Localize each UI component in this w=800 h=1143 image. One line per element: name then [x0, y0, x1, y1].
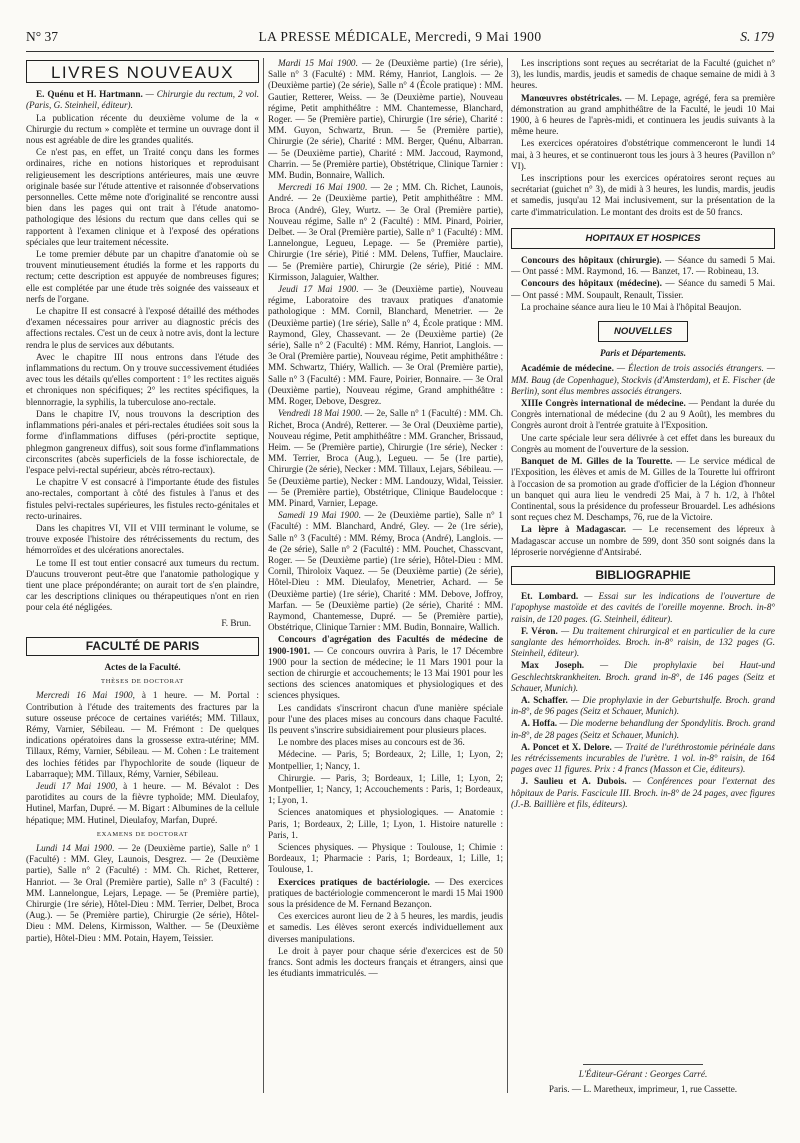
paragraph: Le droit à payer pour chaque série d'exercices est de 50 francs. Sont admis les docteurs français et étrangers, ainsi que les étudiants immatriculés. — — [268, 945, 503, 979]
bibliography-entry: A. Schaffer. — Die prophylaxie in der Geburtshulfe. Broch. grand in-8°, de 96 pages (Seitz et Schauer, Munich). — [511, 694, 775, 717]
news-entry: XIIIe Congrès international de médecine. — Pendant la durée du Congrès international de médecine (du 2 au 9 Août), les membres du Congrès auront droit à l'entrée gratuite à l'Exposition. — [511, 398, 775, 431]
paragraph: Une carte spéciale leur sera délivrée à cet effet dans les bureaux du Congrès au moment de l'ouverture de la session. — [511, 432, 775, 454]
hospital-entry: Concours des hôpitaux (chirurgie). — Séance du samedi 5 Mai. — Ont passé : MM. Raymond, 16. — Banzet, 17. — Robineau, 13. — [511, 255, 775, 277]
bibliography-entry: F. Véron. — Du traitement chirurgical et en particulier de la cure sanglante des hémorrhoïdes. Broch. in-8° raisin, de 132 pages (G. Steinheil, éditeur). — [511, 625, 775, 659]
paragraph: Dans le chapitre IV, nous trouvons la description des inflammations péri-anales et péri-rectales étudiées soit sous la forme d'inflammations diffuses (péri-proctite septique, phlegmon gangreneux diffus), soit sous forme d'inflammations circonscrites (abcès superficiels de la fosse ischiorectale, de l'espace pelvi-rectal supérieur, abcès rétro-rectaux). — [26, 408, 259, 475]
news-entry: La lèpre à Madagascar. — Le recensement des lépreux à Madagascar accuse un nombre de 599, dont 350 sont soignés dans la léproserie norvégienne d'Antsirabé. — [511, 524, 775, 557]
bibliography-entry: J. Saulieu et A. Dubois. — Conférences pour l'externat des hôpitaux de Paris. Fascicule III. Broch. in-8° de 24 pages, avec figures (J.-B. Baillière et fils, éditeurs). — [511, 776, 775, 809]
subheading-actes: Actes de la Faculté. — [104, 661, 181, 672]
exam-entry: Vendredi 18 Mai 1900. — 2e, Salle n° 1 (Faculté) : MM. Ch. Richet, Broca (André), Retterer. — 3e Oral (Deuxième partie), Nouveau régime, Petit amphithéâtre : MM. Grancher, Brissaud, Heim. — 5e (Première partie), Chirurgie (1re série), Necker : MM. Terrier, Broca (Aug.), Legueu. — 5e (1re partie), Chirurgie (2e série), Necker : MM. Tillaux, Lejars, Sébileau. — 5e (Deuxième partie), Necker : MM. Landouzy, Widal, Teissier. — 5e (Première partie), Obstétrique, Clinique Baudelocque : MM. Pinard, Varnier, Lepage. — [268, 408, 503, 508]
bacteriology-entry: Exercices pratiques de bactériologie. — Des exercices pratiques de bactériologie commenceront le mardi 15 Mai 1900 sous la présidence de M. Fernand Bezançon. — [268, 876, 503, 910]
concours-entry: Concours d'agrégation des Facultés de médecine de 1900-1901. — Ce concours ouvrira à Paris, le 17 Décembre 1900 pour la section de médecine; le 11 Mars 1901 pour la section de chirurgie et accouchements; le 13 Mai 1901 pour les sections des sciences anatomiques et physiologiques et des sciences physiques. — [268, 634, 503, 701]
bibliography-entry: A. Hoffa. — Die moderne behandlung der Spondylitis. Broch. grand in-8°, de 28 pages (Seitz et Schauer, Munich). — [511, 718, 775, 740]
header-rule — [26, 51, 774, 52]
column-divider — [507, 58, 508, 1093]
exam-entry: Mercredi 16 Mai 1900. — 2e ; MM. Ch. Richet, Launois, André. — 2e (Deuxième partie), Petit amphithéâtre : MM. Broca (André), Gley, Wurtz. — 3e Oral (Première partie), Nouveau régime, Salle n° 2 (Faculté) : MM. Pinard, Poirier, Delbet. — 3e Oral (Première partie), Salle n° 1 (Faculté) : MM. Lannelongue, Legueu, Lepage. — 5e (Première partie), Chirurgie (1re série), Pitié : MM. Delens, Tuffier, Mauclaire. — 5e (Première partie), Chirurgie (2e série), Pitié : MM. Kirmisson, Jalaguier, Walther. — [268, 182, 503, 282]
column-3 — [511, 58, 775, 1058]
manoeuvres-entry: Manœuvres obstétricales. — M. Lepage, agrégé, fera sa première démonstration au grand amphithéâtre de la Faculté, le jeudi 10 Mai 1900, à 6 heures de l'après-midi, et continuera les jeudis suivants à la même heure. — [511, 92, 775, 137]
footer-rule — [583, 1064, 703, 1065]
book-entry — [26, 89, 259, 111]
thesis-entry: Mercredi 16 Mai 1900, à 1 heure. — M. Portal : Contribution à l'étude des traitements des fractures par la suture osseuse précoce de certaines variétés; MM. Tillaux, Rémy, Varnier, Sébileau. — M. Frémont : De quelques indications opératoires dans la grossesse extra-utérine; MM. Tillaux, Rémy, Varnier, Sébileau. — M. Cohen : Le traitement des lochies fétides par l'hypochlorite de soude (liqueur de Labarraque); MM. Tillaux, Rémy, Varnier, Sébileau. — [26, 690, 259, 779]
news-entry: Académie de médecine. — Élection de trois associés étrangers. — MM. Baug (de Copenhague), Stockvis (d'Amsterdam), et E. Fischer (de Berlin), sont élus membres associés étrangers. — [511, 363, 775, 396]
paragraph: Les inscriptions pour les exercices opératoires seront reçues au secrétariat (guichet n° 3), de midi à 3 heures, les lundis, mardis, jeudis et samedis, jusqu'au 12 Mai inclusivement, sur la présentation de la carte d'immatriculation. Le montant des droits est de 50 francs. — [511, 173, 775, 217]
journal-title-date: LA PRESSE MÉDICALE, Mercredi, 9 Mai 1900 — [258, 29, 542, 44]
section-heading-faculte: FACULTÉ DE PARIS — [26, 637, 259, 656]
section-heading-nouvelles: NOUVELLES — [598, 321, 688, 342]
column-1 — [26, 58, 259, 1093]
paragraph: Dans les chapitres VI, VII et VIII terminant le volume, se trouve exposée l'histoire des rétrécissements du rectum, des hémorroïdes et des ulcérations anorectales. — [26, 522, 259, 556]
paragraph: Chirurgie. — Paris, 3; Bordeaux, 1; Lille, 1; Lyon, 2; Montpellier, 1; Nancy, 1; Accouchements : Paris, 1; Bordeaux, 1; Lyon, 1. — [268, 772, 503, 806]
subheading-paris: Paris et Départements. — [600, 348, 686, 359]
paragraph: Le chapitre V est consacré à l'importante étude des fistules ano-rectales, comportant à côté des fistules à l'anus et des fistules pelvi-rectales supérieures, les fistules recto-génitales et recto-urinaires. — [26, 477, 259, 521]
news-entry: Banquet de M. Gilles de la Tourette. — Le service médical de l'Exposition, les élèves et amis de M. Gilles de la Tourette lui offriront à l'occasion de sa promotion au grade d'officier de la Légion d'honneur un banquet qui aura lieu le vendredi 25 Mai, à 7 h. 1/2, à l'hôtel Continental, sous la présidence du professeur Brouardel. Les adhésions sont reçues chez M. Deschamps, 76, rue de la Victoire. — [511, 456, 775, 523]
paragraph: Le nombre des places mises au concours est de 36. — [278, 737, 465, 748]
thesis-entry: Jeudi 17 Mai 1900, à 1 heure. — M. Bévalot : Des parotidites au cours de la fièvre typhoïde; MM. Dieulafoy, Hutinel, Marfan, Dupré. — M. Bigart : Albumines de la cellule hépatique; MM. Hutinel, Dieulafoy, Marfan, Dupré. — [26, 780, 259, 825]
section-heading-hopitaux: HOPITAUX ET HOSPICES — [511, 228, 775, 249]
book-title: — Chirurgie du rectum, 2 vol. (Paris, G. Steinheil, éditeur). — [26, 89, 259, 111]
section-heading-bibliographie: BIBLIOGRAPHIE — [511, 566, 775, 585]
paragraph: Sciences physiques. — Physique : Toulouse, 1; Chimie : Bordeaux, 1; Pharmacie : Paris, 1; Bordeaux, 1; Lille, 1; Toulouse, 1. — [268, 842, 503, 875]
hospital-entry: Concours des hôpitaux (médecine). — Séance du samedi 5 Mai. — Ont passé : MM. Soupault, Renault, Tissier. — [511, 278, 775, 300]
paragraph: Sciences anatomiques et physiologiques. — Anatomie : Paris, 1; Bordeaux, 2; Lille, 1; Lyon, 1. Histoire naturelle : Paris, 1. — [268, 807, 503, 840]
page-header — [26, 26, 774, 48]
column-2 — [268, 58, 503, 1093]
editor-manager: L'Éditeur-Gérant : Georges Carré. — [578, 1069, 708, 1079]
exam-entry: Mardi 15 Mai 1900. — 2e (Deuxième partie) (1re série), Salle n° 3 (Faculté) : MM. Rémy, Hanriot, Langlois. — 2e (Deuxième partie) (2e série), Salle n° 4 (École pratique) : MM. Gautier, Retterer, Weiss. — 3e (Deuxième partie), Nouveau régime, Petit amphithéâtre : MM. Chantemesse, Blanchard, Roger. — 5e (Première partie), Chirurgie (1re série), Charité : MM. Guyon, Schwartz, Brun. — 5e (Première partie), Chirurgie (2e série), Charité : MM. Berger, Quénu, Albarran. — 5e (Deuxième partie), Charité : MM. Jaccoud, Raymond, Charrin. — 5e (Première partie), Obstétrique, Clinique Tarnier : MM. Budin, Bonnaire, Wallich. — [268, 58, 503, 181]
page-number: N° 37 — [26, 29, 59, 44]
exam-entry: Samedi 19 Mai 1900. — 2e (Deuxième partie), Salle n° 1 (Faculté) : MM. Blanchard, André, Gley. — 2e (1re série), Salle n° 3 (Faculté) : MM. Rémy, Broca (André), Langlois. — 4e (2e série), Salle n° 2 (Faculté) : MM. Pouchet, Chasscvant, Roger. — 5e (Deuxième partie) (1re série), Hôtel-Dieu : MM. Cornil, Thiroloix Vaquez. — 5e (Deuxième partie) (2e série), Hôtel-Dieu : MM. Dieulafoy, Menetrier, Achard. — 5e (Deuxième partie) (1re série), Charité : MM. Debove, Joffroy, Marfan. — 5e (Deuxième partie) (2e série), Charité : MM. Raymond, Chantemesse, Dupré. — 5e (Première partie), Obstétrique, Clinique Tarnier : MM. Budin, Bonnaire, Wallich. — [268, 510, 503, 633]
printer-line: Paris. — L. Maretheux, imprimeur, 1, rue Cassette. — [548, 1083, 738, 1094]
paragraph: Les candidats s'inscriront chacun d'une manière spéciale pour l'une des places mises au concours dans chaque Faculté. Ils peuvent s'inscrire subsidiairement pour plusieurs places. — [268, 702, 503, 735]
page-reference: S. 179 — [740, 29, 774, 44]
paragraph: Le tome premier débute par un chapitre d'anatomie où se trouvent minutieusement étudiés la forme et les rapports du rectum; cette description est appuyée de nombreuses figures; elle est complétée par une étude très soignée des vaisseaux et nerfs de l'organe. — [26, 249, 259, 304]
exam-entry: Lundi 14 Mai 1900. — 2e (Deuxième partie), Salle n° 1 (Faculté) : MM. Gley, Launois, Desgrez. — 2e (Deuxième partie), Salle n° 2 (Faculté) : MM. Ch. Richet, Retterer, Hanriot. — 3e Oral (Première partie), Salle n° 3 (Faculté) : MM. Lannelongue, Lejars, Lepage. — 5e (Première partie), Chirurgie (1re série), Hôtel-Dieu : MM. Terrier, Delbet, Broca (Aug.). — 5e (Première partie), Chirurgie (2e série), Hôtel-Dieu : MM. Delens, Kirmisson, Walther. — 5e (Deuxième partie), Hôtel-Dieu : MM. Potain, Hayem, Teissier. — [26, 843, 259, 943]
paragraph: Les inscriptions sont reçues au secrétariat de la Faculté (guichet n° 3), les lundis, mardis, jeudis et samedis de chaque semaine de midi à 3 heures. — [511, 58, 775, 91]
bibliography-entry: Max Joseph. — Die prophylaxie bei Haut-und Geschlechtskrankheiten. Broch. grand in-8°, de 146 pages (Seitz et Schauer, Munich). — [511, 660, 775, 693]
paragraph: Le chapitre II est consacré à l'exposé détaillé des méthodes d'examen nécessaires pour arriver au diagnostic précis des affections rectales. C'est un de ceux à notre avis, dont la lecture rendra le plus de services aux débutants. — [26, 306, 259, 350]
paragraph: Avec le chapitre III nous entrons dans l'étude des inflammations du rectum. On y trouve successivement étudiées avec tous les détails qu'elles comportent : 1° les rectites aiguës et chroniques non spécifiques; 2° les rectites spécifiques, la blennorragie, la syphilis, la tuberculose ano-rectale. — [26, 351, 259, 407]
paragraph: Ces exercices auront lieu de 2 à 5 heures, les mardis, jeudis et samedis. Les élèves seront exercés individuellement aux diverses manipulations. — [268, 911, 503, 944]
paragraph: La prochaine séance aura lieu le 10 Mai à l'hôpital Beaujon. — [521, 301, 742, 312]
subheading-examens: EXAMENS DE DOCTORAT — [96, 830, 189, 838]
paragraph: Ce n'est pas, en effet, un Traité conçu dans les formes ordinaires, riche en notions historiques et reproduisant religieusement les descriptions antérieures, mais une œuvre originale basée sur l'étude attentive et raisonnée d'observations personnelles. Cette même note d'originalité se rencontre aussi bien dans les pages qui ont trait à l'étude anatomo-pathologique des lésions du rectum que dans celles qui se rapportent à l'examen clinique et à l'exposé des opérations spéciales que leur traitement nécessite. — [26, 147, 259, 247]
column-divider — [263, 58, 264, 1093]
paragraph: Médecine. — Paris, 5; Bordeaux, 2; Lille, 1; Lyon, 2; Montpellier, 1; Nancy, 1. — [268, 749, 503, 771]
subheading-theses: THÈSES DE DOCTORAT — [101, 678, 184, 686]
exam-entry: Jeudi 17 Mai 1900. — 3e (Deuxième partie), Nouveau régime, Laboratoire des travaux pratiques d'anatomie pathologique : MM. Cornil, Blanchard, Menetrier. — 2e (Deuxième partie) (1re série), Salle n° 4, École pratique : MM. Raymond, Gley, Chassevant. — 2e (Deuxième partie) (2e série), Salle n° 2 (Faculté) : MM. Rémy, Hanriot, Langlois. — 3e Oral (Première partie), Nouveau régime, Petit amphithéâtre : MM. Schwartz, Thiéry, Wallich. — 3e Oral (Première partie), Salle n° 3 (Faculté) : MM. Faure, Poirier, Bonnaire. — 3e Oral (Deuxième partie), Nouveau régime, Grand amphithéâtre : MM. Roger, Debove, Desgrez. — [268, 284, 503, 407]
bibliography-entry: A. Poncet et X. Delore. — Traité de l'uréthrostomie périnéale dans les rétrécissements incurables de l'urètre. 1 vol. in-8° raisin, de 164 pages avec 11 figures. Prix : 4 francs (Masson et Cie, éditeurs). — [511, 741, 775, 775]
paragraph: La publication récente du deuxième volume de la « Chirurgie du rectum » complète et termine un ouvrage dont il nous est agréable de dire les grandes qualités. — [26, 112, 259, 146]
book-authors: E. Quénu et H. Hartmann. — [36, 89, 143, 100]
paragraph: Les exercices opératoires d'obstétrique commenceront le lundi 14 mai, à 3 heures, et se continueront tous les jours à 3 heures (Pavillon n° VI). — [511, 138, 775, 171]
section-heading-livres: LIVRES NOUVEAUX — [26, 60, 259, 83]
signature: F. Brun. — [221, 617, 251, 628]
paragraph: Le tome II est tout entier consacré aux tumeurs du rectum. D'aucuns trouveront peut-être que l'anatomie pathologique y tient une place prépondérante; on aurait tort de s'en plaindre, car les descriptions cliniques ou thérapeutiques n'ont en rien pour cela été négligées. — [26, 557, 259, 613]
page-footer — [511, 1060, 775, 1095]
bibliography-entry: Et. Lombard. — Essai sur les indications de l'ouverture de l'apophyse mastoïde et des cavités de l'oreille moyenne. Broch. in-8° raisin, de 120 pages. (G. Steinheil, éditeur). — [511, 591, 775, 624]
